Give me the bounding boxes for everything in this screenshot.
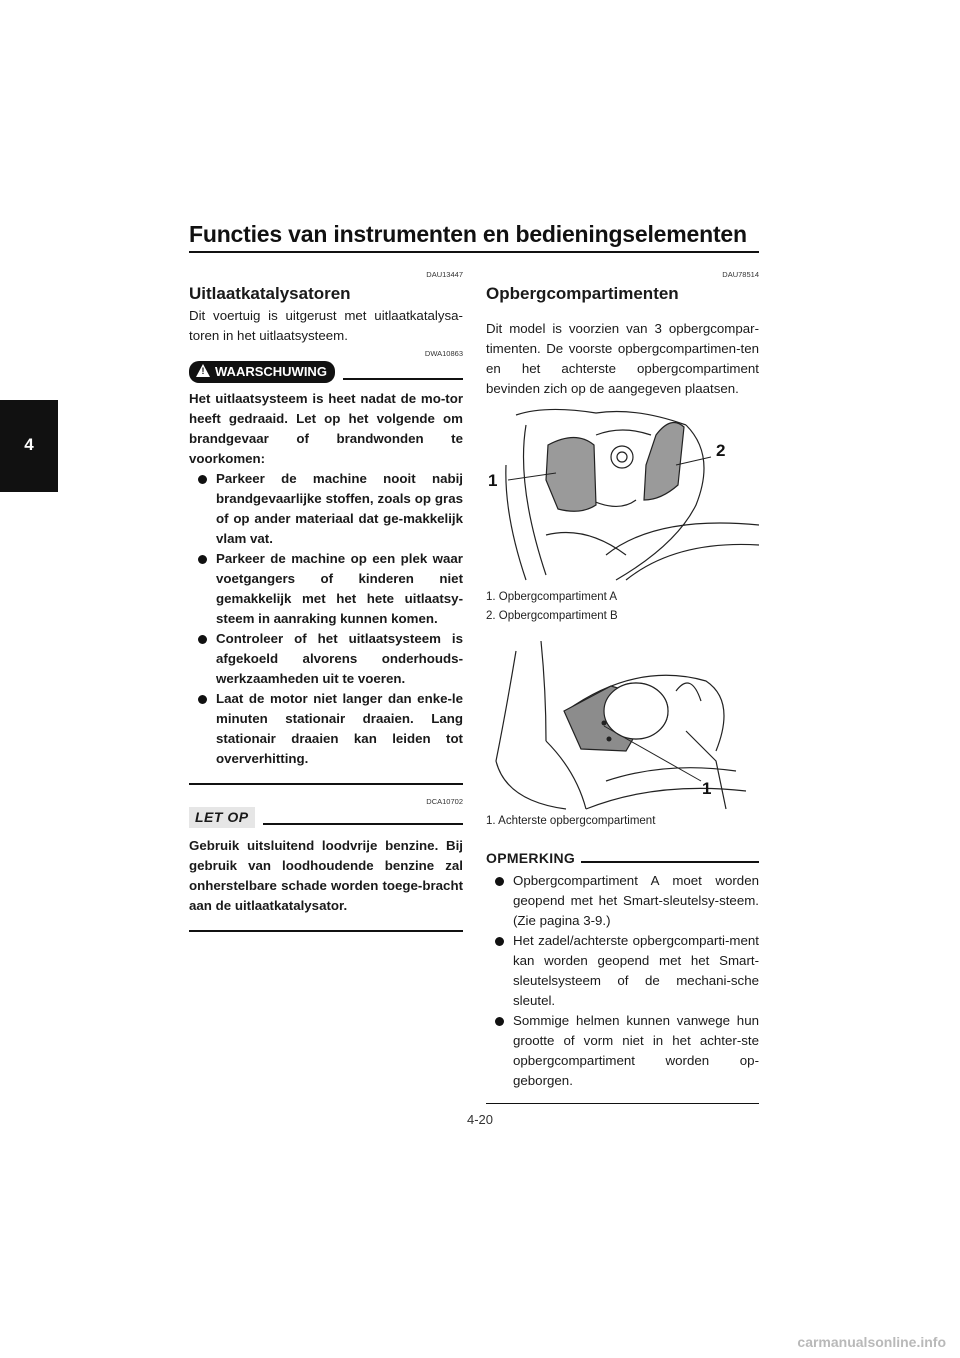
bullet-icon [198,475,207,484]
bullet-icon [495,937,504,946]
bullet-icon [198,695,207,704]
caution-text: Gebruik uitsluitend loodvrije benzine. Bij gebruik van loodhoudende benzine zal onherstelbare schade worden toege-bracht aan de uitlaatkatalysator. [189,838,463,913]
chapter-tab [0,250,58,1262]
figure-captions [486,813,759,830]
caution-header [189,807,463,828]
warning-list [189,469,463,769]
figure-label: 2 [716,441,726,460]
note-label: OPMERKING [486,850,576,866]
page-number: 4-20 [466,1112,494,1127]
list-item: Sommige helmen kunnen vanwege hun grootte of vorm niet in het achter-ste opbergcompartiment worden op-geborgen. [486,1011,759,1091]
warning-label: WAARSCHUWING [215,364,327,379]
bullet-icon [495,1017,504,1026]
figure-front-compartments [486,405,759,585]
chapter-number: 4 [24,435,34,454]
list-item: Controleer of het uitlaatsysteem is afgekoeld alvorens onderhouds-werkzaamheden uit te voeren. [189,629,463,689]
warning-badge [189,361,335,383]
list-item: Parkeer de machine nooit nabij brandgevaarlijke stoffen, zoals op gras of op ander materiaal dat ge-makkelijk vlam vat. [189,469,463,549]
figure-rear-compartment [486,631,759,811]
exclamation-icon: ! [201,366,205,376]
section-code: DAU13447 [426,270,463,279]
bullet-icon [495,877,504,886]
figure-label: 1 [702,779,712,798]
figure-caption: 1. Achterste opbergcompartiment [486,815,656,827]
page-header [189,221,759,253]
figure-caption: 2. Opbergcompartiment B [486,610,618,622]
note-header [486,850,759,866]
list-item: Parkeer de machine op een plek waar voetgangers of kinderen niet gemakkelijk met het hete uitlaatsy-steem in aanraking kunnen komen. [189,549,463,629]
watermark[interactable]: carmanualsonline.info [797,1334,946,1350]
warning-code: DWA10863 [424,349,463,358]
note-header-line [581,861,759,863]
figure-label: 1 [488,471,498,490]
list-item: Opbergcompartiment A moet worden geopend met het Smart-sleutelsy-steem. (Zie pagina 3-9.) [486,871,759,931]
section-intro: Dit model is voorzien van 3 opbergcompar-timenten. De voorste opbergcompartimen-ten en het achterste opbergcompartiment bevinden zich op de aangegeven plaatsen. [486,321,759,396]
header-rule [189,251,759,253]
rear-compartment-illustration [486,631,759,811]
caution-end-rule [189,930,463,932]
note-list [486,871,759,1091]
warning-end-rule [189,783,463,785]
left-column [189,270,463,932]
bullet-icon [198,635,207,644]
list-item: Laat de motor niet langer dan enke-le minuten stationair draaien. Lang stationair draaien kan leiden tot oververhitting. [189,689,463,769]
note-end-rule [486,1103,759,1104]
caution-badge: LET OP [189,807,255,828]
front-compartments-illustration [486,405,759,585]
section-heading: Uitlaatkatalysatoren [189,284,351,303]
warning-header-line [343,378,463,380]
caution-header-line [263,823,463,825]
bullet-icon [198,555,207,564]
section-code: DAU78514 [722,270,759,279]
right-column [486,270,759,1104]
warning-text: Het uitlaatsysteem is heet nadat de mo-tor heeft gedraaid. Let op het volgende om brandgevaar of brandwonden te voorkomen: [189,391,463,466]
page-title: Functies van instrumenten en bedieningselementen [189,221,747,247]
section-heading: Opbergcompartimenten [486,284,679,303]
warning-header [189,361,463,383]
figure-captions [486,589,759,625]
figure-caption: 1. Opbergcompartiment A [486,591,618,603]
caution-code: DCA10702 [426,797,463,806]
list-item: Het zadel/achterste opbergcomparti-ment kan worden geopend met het Smart-sleutelsysteem of de mechani-sche sleutel. [486,931,759,1011]
section-intro: Dit voertuig is uitgerust met uitlaatkatalysa-toren in het uitlaatsysteem. [189,308,463,343]
